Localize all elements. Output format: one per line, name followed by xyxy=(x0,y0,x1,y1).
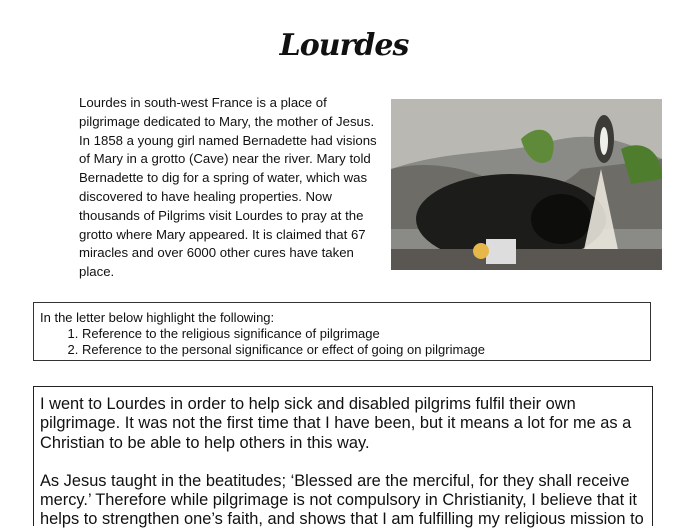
instruction-item: 1. Reference to the religious significance of pilgrimage xyxy=(82,326,650,342)
letter-paragraph: I went to Lourdes in order to help sick and disabled pilgrims fulfil their own pilgrimage. It was not the first time that I have been, but it means a lot for me as a Christian to be able to help others in this way. xyxy=(40,395,632,452)
instructions-heading: In the letter below highlight the following: xyxy=(40,310,275,325)
intro-paragraph: Lourdes in south-west France is a place of pilgrimage dedicated to Mary, the mother of Jesus. In 1858 a young girl named Bernadette had visions of Mary in a grotto (Cave) near the river. Mary told Bernadette to dig for a spring of water, which was discovered to have healing properties. Now thousands of Pilgrims visit Lourdes to pray at the grotto where Mary appeared. It is claimed that 67 miracles and over 6000 other cures have taken place. xyxy=(79,95,377,280)
page-title: Lourdes xyxy=(279,28,409,63)
instructions-box xyxy=(33,302,651,361)
instruction-item: 2. Reference to the personal significance or effect of going on pilgrimage xyxy=(82,342,650,358)
letter-paragraph: As Jesus taught in the beatitudes; ‘Blessed are the merciful, for they shall receive mercy.’ Therefore while pilgrimage is not compulsory in Christianity, I believe that it helps to strengthen one’s faith, and shows that I am fulfilling my religious mission to xyxy=(40,471,644,529)
grotto-photo xyxy=(391,99,662,270)
letter-box xyxy=(33,386,653,529)
